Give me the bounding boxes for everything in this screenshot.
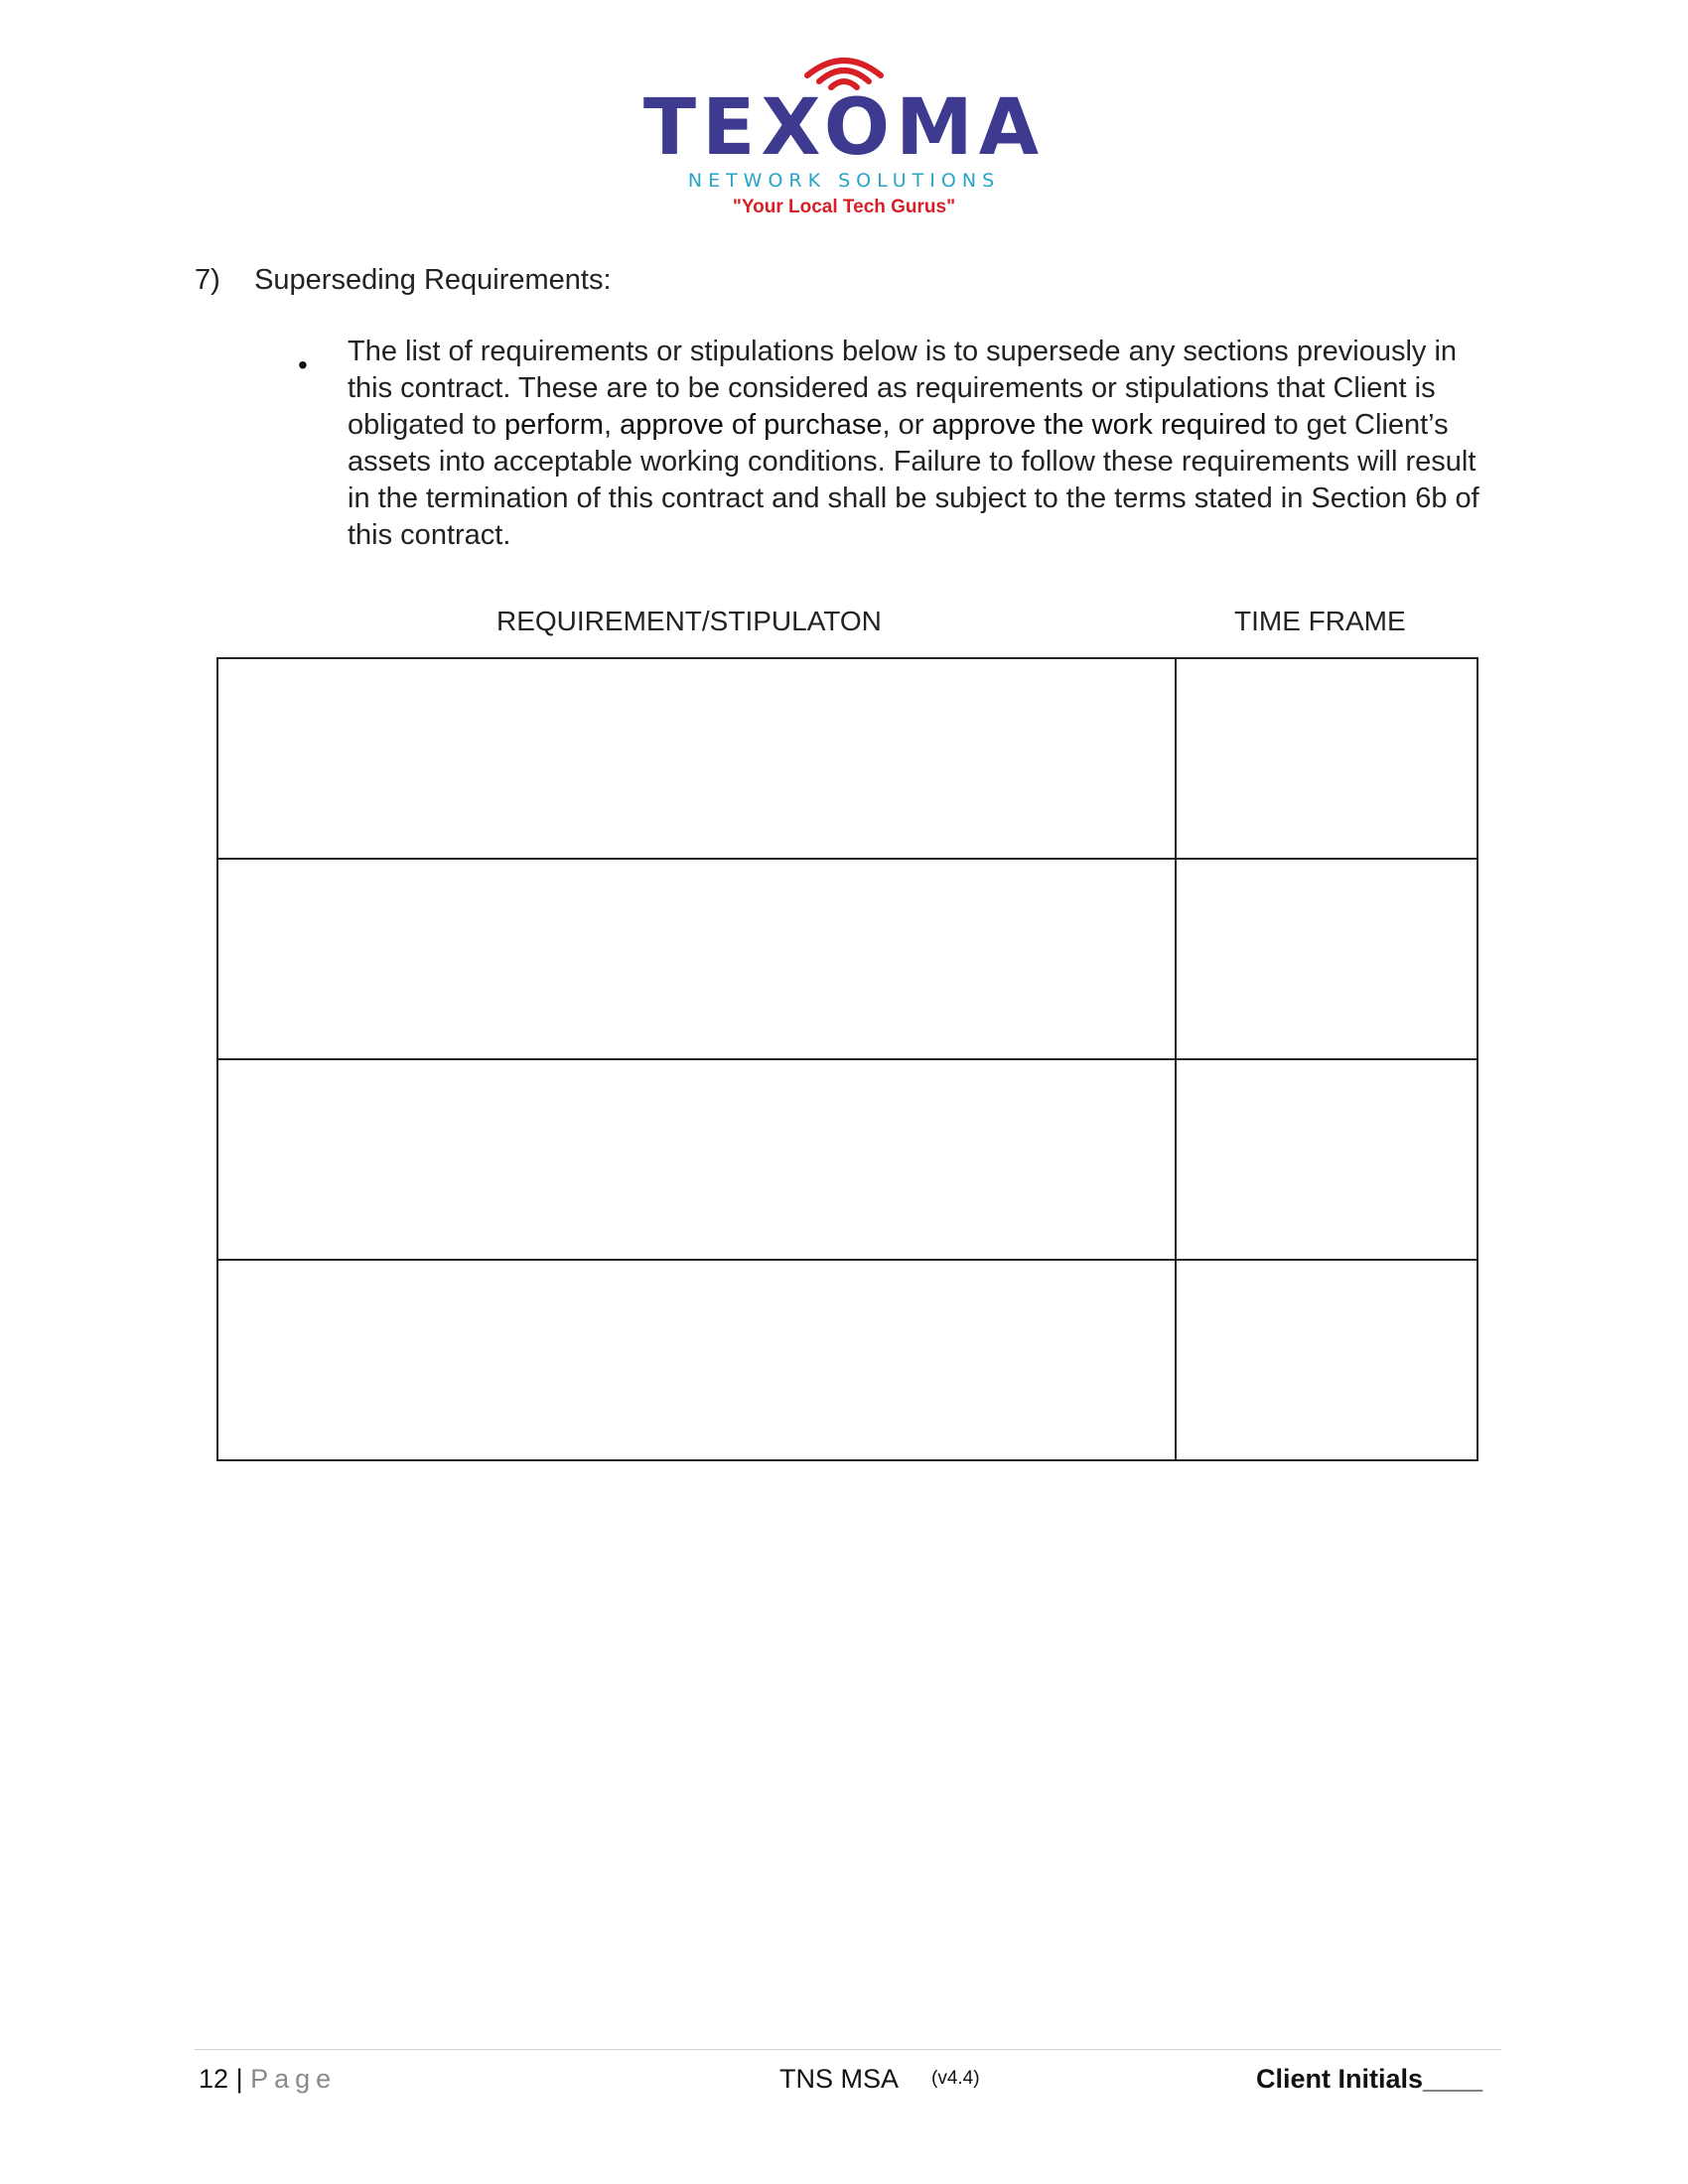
- paragraph-term-approve-purchase: approve of purchase: [620, 409, 883, 441]
- time-frame-cell[interactable]: [1176, 859, 1477, 1059]
- footer-divider: [195, 2049, 1501, 2050]
- footer-doc-name: TNS MSA: [779, 2064, 900, 2094]
- requirement-cell[interactable]: [217, 859, 1176, 1059]
- time-frame-cell[interactable]: [1176, 658, 1477, 859]
- section-title: Superseding Requirements:: [254, 264, 612, 296]
- table-row: [217, 658, 1477, 859]
- footer-separator: |: [235, 2064, 243, 2094]
- requirements-paragraph: [348, 334, 1499, 554]
- paragraph-term-perform: perform: [504, 409, 604, 441]
- section-number: 7): [195, 264, 220, 296]
- logo-subtitle: NETWORK SOLUTIONS: [687, 170, 1001, 192]
- logo-tagline: "Your Local Tech Gurus": [732, 197, 956, 217]
- bullet-marker: •: [298, 349, 308, 380]
- footer-page-number: [199, 2059, 337, 2099]
- company-logo: [626, 50, 1062, 217]
- paragraph-term-approve-work: approve the work required: [931, 409, 1267, 441]
- table-row: [217, 859, 1477, 1059]
- logo-wordmark: TEXOMA: [642, 83, 1046, 173]
- paragraph-separator: , or: [882, 409, 932, 441]
- paragraph-text-1: The list of requirements or stipulations below is to supersede any sections previously in this contract. These are to be considered as requirements or stipulations that Client is obligated to: [348, 336, 1458, 441]
- paragraph-text-2: to get Client’s assets into acceptable working conditions. Failure to follow these requirements will result in the termination of this contract and shall be subject to the terms stated in Section 6b of this contract.: [348, 409, 1479, 551]
- footer-version: (v4.4): [931, 2068, 980, 2089]
- table-row: [217, 1260, 1477, 1460]
- requirement-cell[interactable]: [217, 1059, 1176, 1260]
- requirements-table: [216, 657, 1478, 1461]
- table-row: [217, 1059, 1477, 1260]
- footer-client-initials: Client Initials____: [1256, 2064, 1483, 2094]
- requirement-cell[interactable]: [217, 658, 1176, 859]
- time-frame-cell[interactable]: [1176, 1260, 1477, 1460]
- column-header-requirement: REQUIREMENT/STIPULATON: [496, 606, 882, 636]
- section-heading: [195, 266, 612, 295]
- paragraph-separator: ,: [603, 409, 621, 441]
- time-frame-cell[interactable]: [1176, 1059, 1477, 1260]
- page-label: Page: [250, 2064, 338, 2094]
- requirement-cell[interactable]: [217, 1260, 1176, 1460]
- page-number: 12: [199, 2064, 229, 2094]
- column-header-time-frame: TIME FRAME: [1234, 606, 1406, 636]
